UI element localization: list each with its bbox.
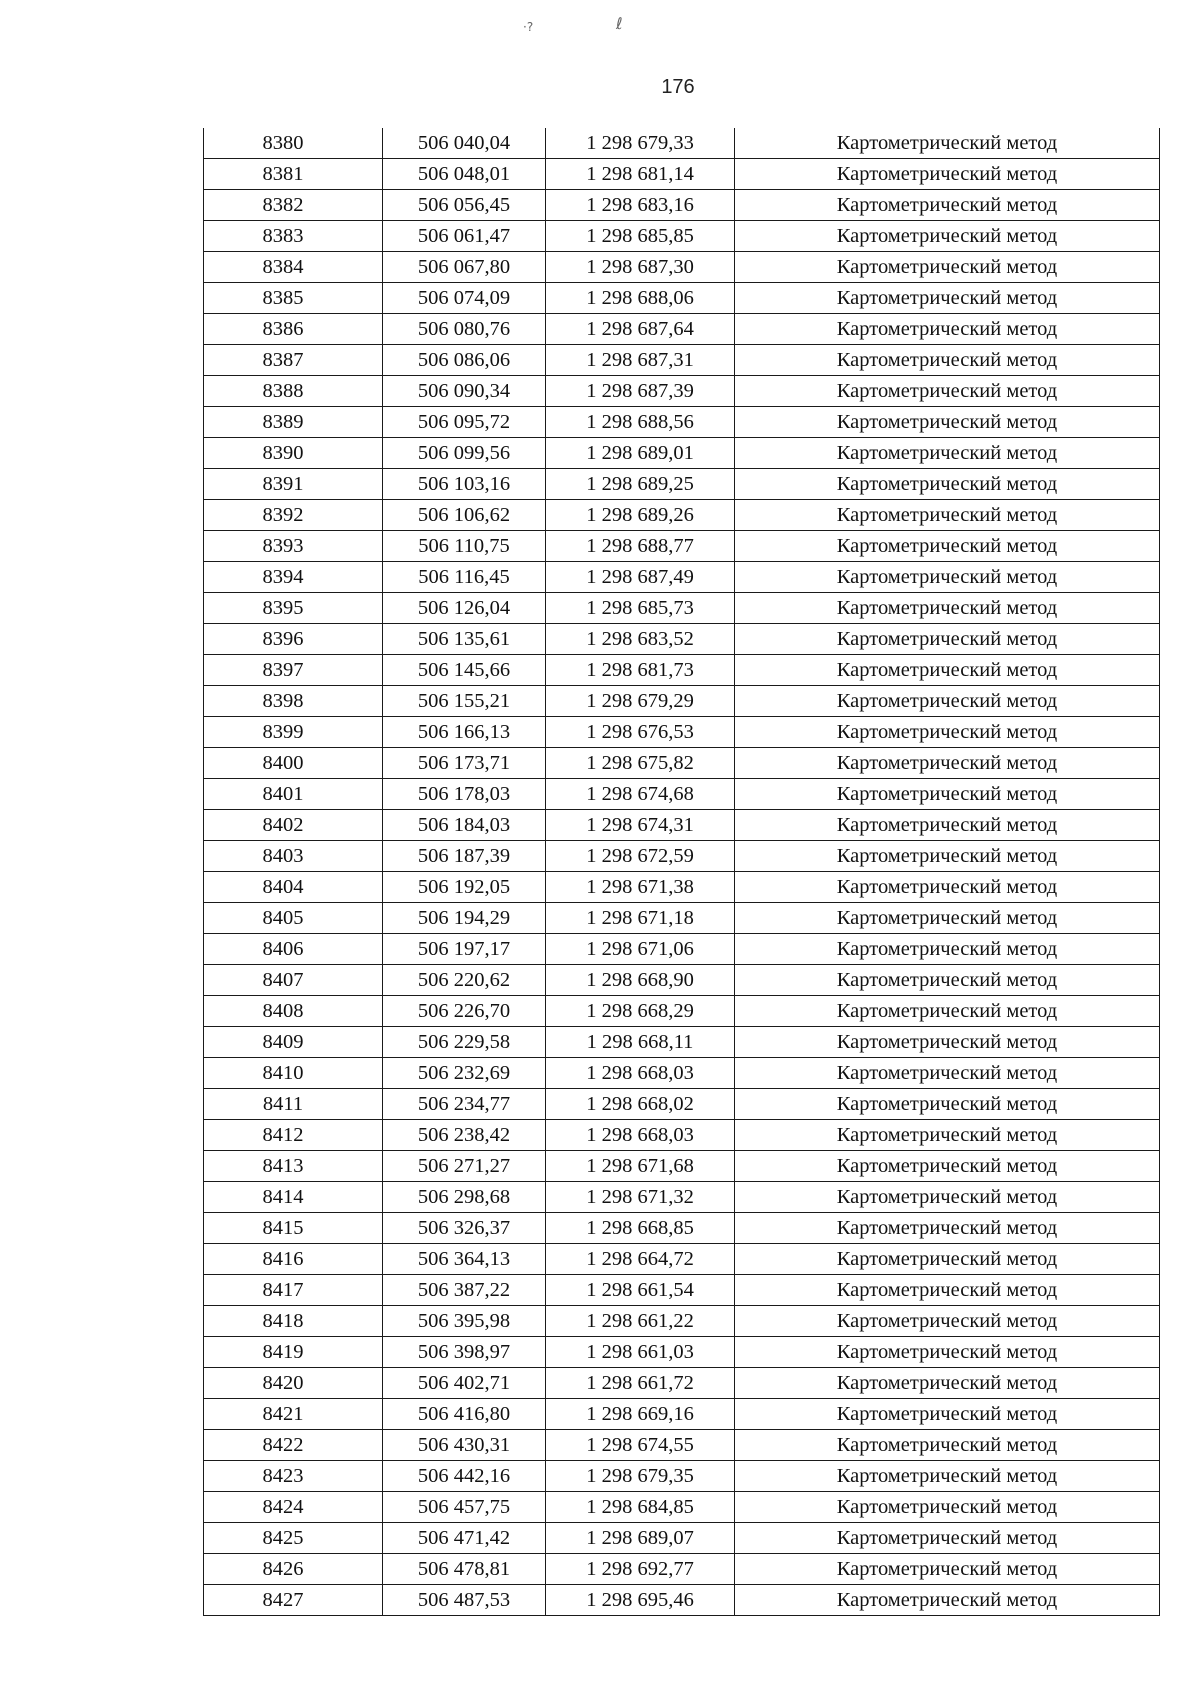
method-cell: Картометрический метод	[735, 469, 1160, 500]
y-coordinate-cell: 1 298 676,53	[546, 717, 735, 748]
y-coordinate-cell: 1 298 671,38	[546, 872, 735, 903]
table-row	[204, 314, 1160, 345]
y-coordinate-cell: 1 298 671,18	[546, 903, 735, 934]
method-cell: Картометрический метод	[735, 1058, 1160, 1089]
point-number-cell: 8395	[204, 593, 383, 624]
table-row	[204, 655, 1160, 686]
table-row	[204, 252, 1160, 283]
table-row	[204, 1337, 1160, 1368]
point-number-cell: 8424	[204, 1492, 383, 1523]
method-cell: Картометрический метод	[735, 1213, 1160, 1244]
method-cell: Картометрический метод	[735, 221, 1160, 252]
point-number-cell: 8410	[204, 1058, 383, 1089]
y-coordinate-cell: 1 298 687,64	[546, 314, 735, 345]
point-number-cell: 8400	[204, 748, 383, 779]
point-number-cell: 8409	[204, 1027, 383, 1058]
table-row	[204, 438, 1160, 469]
method-cell: Картометрический метод	[735, 190, 1160, 221]
point-number-cell: 8382	[204, 190, 383, 221]
method-cell: Картометрический метод	[735, 1120, 1160, 1151]
table-row	[204, 1492, 1160, 1523]
y-coordinate-cell: 1 298 674,68	[546, 779, 735, 810]
table-row	[204, 934, 1160, 965]
point-number-cell: 8401	[204, 779, 383, 810]
table-row	[204, 345, 1160, 376]
point-number-cell: 8407	[204, 965, 383, 996]
method-cell: Картометрический метод	[735, 1306, 1160, 1337]
y-coordinate-cell: 1 298 679,35	[546, 1461, 735, 1492]
x-coordinate-cell: 506 398,97	[383, 1337, 546, 1368]
point-number-cell: 8423	[204, 1461, 383, 1492]
point-number-cell: 8387	[204, 345, 383, 376]
y-coordinate-cell: 1 298 661,03	[546, 1337, 735, 1368]
table-row	[204, 1368, 1160, 1399]
x-coordinate-cell: 506 106,62	[383, 500, 546, 531]
x-coordinate-cell: 506 173,71	[383, 748, 546, 779]
method-cell: Картометрический метод	[735, 1244, 1160, 1275]
method-cell: Картометрический метод	[735, 531, 1160, 562]
table-row	[204, 128, 1160, 159]
table-row	[204, 810, 1160, 841]
y-coordinate-cell: 1 298 668,85	[546, 1213, 735, 1244]
y-coordinate-cell: 1 298 664,72	[546, 1244, 735, 1275]
x-coordinate-cell: 506 457,75	[383, 1492, 546, 1523]
x-coordinate-cell: 506 187,39	[383, 841, 546, 872]
x-coordinate-cell: 506 056,45	[383, 190, 546, 221]
table-row	[204, 748, 1160, 779]
x-coordinate-cell: 506 402,71	[383, 1368, 546, 1399]
coordinates-table-body	[204, 128, 1160, 1616]
method-cell: Картометрический метод	[735, 159, 1160, 190]
y-coordinate-cell: 1 298 668,11	[546, 1027, 735, 1058]
point-number-cell: 8406	[204, 934, 383, 965]
point-number-cell: 8391	[204, 469, 383, 500]
method-cell: Картометрический метод	[735, 1089, 1160, 1120]
table-row	[204, 190, 1160, 221]
table-row	[204, 407, 1160, 438]
method-cell: Картометрический метод	[735, 283, 1160, 314]
y-coordinate-cell: 1 298 688,77	[546, 531, 735, 562]
x-coordinate-cell: 506 442,16	[383, 1461, 546, 1492]
method-cell: Картометрический метод	[735, 903, 1160, 934]
x-coordinate-cell: 506 298,68	[383, 1182, 546, 1213]
table-row	[204, 1554, 1160, 1585]
point-number-cell: 8414	[204, 1182, 383, 1213]
y-coordinate-cell: 1 298 684,85	[546, 1492, 735, 1523]
method-cell: Картометрический метод	[735, 500, 1160, 531]
x-coordinate-cell: 506 487,53	[383, 1585, 546, 1616]
x-coordinate-cell: 506 040,04	[383, 128, 546, 159]
table-row	[204, 1027, 1160, 1058]
table-row	[204, 469, 1160, 500]
point-number-cell: 8394	[204, 562, 383, 593]
method-cell: Картометрический метод	[735, 1399, 1160, 1430]
y-coordinate-cell: 1 298 689,01	[546, 438, 735, 469]
method-cell: Картометрический метод	[735, 438, 1160, 469]
point-number-cell: 8417	[204, 1275, 383, 1306]
y-coordinate-cell: 1 298 681,73	[546, 655, 735, 686]
scan-mark-left: ·?	[523, 20, 534, 34]
table-row	[204, 1151, 1160, 1182]
table-row	[204, 996, 1160, 1027]
x-coordinate-cell: 506 086,06	[383, 345, 546, 376]
x-coordinate-cell: 506 067,80	[383, 252, 546, 283]
x-coordinate-cell: 506 238,42	[383, 1120, 546, 1151]
method-cell: Картометрический метод	[735, 376, 1160, 407]
y-coordinate-cell: 1 298 679,33	[546, 128, 735, 159]
x-coordinate-cell: 506 116,45	[383, 562, 546, 593]
table-row	[204, 500, 1160, 531]
y-coordinate-cell: 1 298 672,59	[546, 841, 735, 872]
point-number-cell: 8397	[204, 655, 383, 686]
y-coordinate-cell: 1 298 695,46	[546, 1585, 735, 1616]
point-number-cell: 8415	[204, 1213, 383, 1244]
y-coordinate-cell: 1 298 687,31	[546, 345, 735, 376]
point-number-cell: 8420	[204, 1368, 383, 1399]
y-coordinate-cell: 1 298 674,31	[546, 810, 735, 841]
point-number-cell: 8381	[204, 159, 383, 190]
y-coordinate-cell: 1 298 689,25	[546, 469, 735, 500]
x-coordinate-cell: 506 099,56	[383, 438, 546, 469]
x-coordinate-cell: 506 395,98	[383, 1306, 546, 1337]
point-number-cell: 8386	[204, 314, 383, 345]
y-coordinate-cell: 1 298 683,52	[546, 624, 735, 655]
x-coordinate-cell: 506 095,72	[383, 407, 546, 438]
table-row	[204, 1182, 1160, 1213]
y-coordinate-cell: 1 298 679,29	[546, 686, 735, 717]
y-coordinate-cell: 1 298 661,22	[546, 1306, 735, 1337]
page-number: 176	[661, 76, 695, 98]
point-number-cell: 8389	[204, 407, 383, 438]
x-coordinate-cell: 506 471,42	[383, 1523, 546, 1554]
table-row	[204, 283, 1160, 314]
point-number-cell: 8408	[204, 996, 383, 1027]
x-coordinate-cell: 506 226,70	[383, 996, 546, 1027]
y-coordinate-cell: 1 298 668,29	[546, 996, 735, 1027]
y-coordinate-cell: 1 298 674,55	[546, 1430, 735, 1461]
method-cell: Картометрический метод	[735, 810, 1160, 841]
point-number-cell: 8413	[204, 1151, 383, 1182]
method-cell: Картометрический метод	[735, 748, 1160, 779]
table-row	[204, 1430, 1160, 1461]
point-number-cell: 8404	[204, 872, 383, 903]
method-cell: Картометрический метод	[735, 345, 1160, 376]
method-cell: Картометрический метод	[735, 1492, 1160, 1523]
point-number-cell: 8385	[204, 283, 383, 314]
x-coordinate-cell: 506 126,04	[383, 593, 546, 624]
point-number-cell: 8412	[204, 1120, 383, 1151]
table-row	[204, 1244, 1160, 1275]
y-coordinate-cell: 1 298 689,26	[546, 500, 735, 531]
y-coordinate-cell: 1 298 669,16	[546, 1399, 735, 1430]
method-cell: Картометрический метод	[735, 1585, 1160, 1616]
x-coordinate-cell: 506 416,80	[383, 1399, 546, 1430]
method-cell: Картометрический метод	[735, 1337, 1160, 1368]
table-row	[204, 1089, 1160, 1120]
y-coordinate-cell: 1 298 685,85	[546, 221, 735, 252]
point-number-cell: 8392	[204, 500, 383, 531]
coordinates-table	[203, 128, 1160, 1616]
table-row	[204, 1306, 1160, 1337]
x-coordinate-cell: 506 145,66	[383, 655, 546, 686]
method-cell: Картометрический метод	[735, 686, 1160, 717]
method-cell: Картометрический метод	[735, 314, 1160, 345]
x-coordinate-cell: 506 103,16	[383, 469, 546, 500]
x-coordinate-cell: 506 234,77	[383, 1089, 546, 1120]
method-cell: Картометрический метод	[735, 1027, 1160, 1058]
table-row	[204, 717, 1160, 748]
x-coordinate-cell: 506 048,01	[383, 159, 546, 190]
point-number-cell: 8425	[204, 1523, 383, 1554]
point-number-cell: 8421	[204, 1399, 383, 1430]
point-number-cell: 8398	[204, 686, 383, 717]
method-cell: Картометрический метод	[735, 934, 1160, 965]
y-coordinate-cell: 1 298 671,32	[546, 1182, 735, 1213]
table-row	[204, 531, 1160, 562]
table-row	[204, 1275, 1160, 1306]
table-row	[204, 1120, 1160, 1151]
table-row	[204, 562, 1160, 593]
point-number-cell: 8426	[204, 1554, 383, 1585]
x-coordinate-cell: 506 364,13	[383, 1244, 546, 1275]
method-cell: Картометрический метод	[735, 872, 1160, 903]
x-coordinate-cell: 506 184,03	[383, 810, 546, 841]
y-coordinate-cell: 1 298 687,30	[546, 252, 735, 283]
point-number-cell: 8383	[204, 221, 383, 252]
x-coordinate-cell: 506 090,34	[383, 376, 546, 407]
method-cell: Картометрический метод	[735, 1461, 1160, 1492]
method-cell: Картометрический метод	[735, 841, 1160, 872]
x-coordinate-cell: 506 478,81	[383, 1554, 546, 1585]
x-coordinate-cell: 506 229,58	[383, 1027, 546, 1058]
y-coordinate-cell: 1 298 687,39	[546, 376, 735, 407]
point-number-cell: 8418	[204, 1306, 383, 1337]
point-number-cell: 8403	[204, 841, 383, 872]
point-number-cell: 8393	[204, 531, 383, 562]
method-cell: Картометрический метод	[735, 1368, 1160, 1399]
method-cell: Картометрический метод	[735, 779, 1160, 810]
x-coordinate-cell: 506 192,05	[383, 872, 546, 903]
point-number-cell: 8405	[204, 903, 383, 934]
x-coordinate-cell: 506 135,61	[383, 624, 546, 655]
method-cell: Картометрический метод	[735, 1430, 1160, 1461]
x-coordinate-cell: 506 194,29	[383, 903, 546, 934]
y-coordinate-cell: 1 298 688,56	[546, 407, 735, 438]
y-coordinate-cell: 1 298 671,68	[546, 1151, 735, 1182]
x-coordinate-cell: 506 155,21	[383, 686, 546, 717]
y-coordinate-cell: 1 298 692,77	[546, 1554, 735, 1585]
table-row	[204, 965, 1160, 996]
table-row	[204, 1399, 1160, 1430]
method-cell: Картометрический метод	[735, 1151, 1160, 1182]
method-cell: Картометрический метод	[735, 965, 1160, 996]
point-number-cell: 8380	[204, 128, 383, 159]
point-number-cell: 8396	[204, 624, 383, 655]
x-coordinate-cell: 506 271,27	[383, 1151, 546, 1182]
point-number-cell: 8422	[204, 1430, 383, 1461]
x-coordinate-cell: 506 110,75	[383, 531, 546, 562]
table-row	[204, 221, 1160, 252]
table-row	[204, 376, 1160, 407]
table-row	[204, 1213, 1160, 1244]
y-coordinate-cell: 1 298 668,03	[546, 1058, 735, 1089]
x-coordinate-cell: 506 061,47	[383, 221, 546, 252]
method-cell: Картометрический метод	[735, 252, 1160, 283]
table-row	[204, 686, 1160, 717]
point-number-cell: 8427	[204, 1585, 383, 1616]
method-cell: Картометрический метод	[735, 996, 1160, 1027]
y-coordinate-cell: 1 298 668,03	[546, 1120, 735, 1151]
point-number-cell: 8399	[204, 717, 383, 748]
x-coordinate-cell: 506 197,17	[383, 934, 546, 965]
x-coordinate-cell: 506 430,31	[383, 1430, 546, 1461]
y-coordinate-cell: 1 298 661,72	[546, 1368, 735, 1399]
table-row	[204, 1523, 1160, 1554]
table-row	[204, 903, 1160, 934]
method-cell: Картометрический метод	[735, 562, 1160, 593]
table-row	[204, 1461, 1160, 1492]
method-cell: Картометрический метод	[735, 717, 1160, 748]
scan-mark-right: ℓ	[616, 14, 623, 33]
method-cell: Картометрический метод	[735, 624, 1160, 655]
method-cell: Картометрический метод	[735, 1275, 1160, 1306]
x-coordinate-cell: 506 166,13	[383, 717, 546, 748]
y-coordinate-cell: 1 298 681,14	[546, 159, 735, 190]
point-number-cell: 8390	[204, 438, 383, 469]
x-coordinate-cell: 506 326,37	[383, 1213, 546, 1244]
x-coordinate-cell: 506 080,76	[383, 314, 546, 345]
y-coordinate-cell: 1 298 668,02	[546, 1089, 735, 1120]
point-number-cell: 8419	[204, 1337, 383, 1368]
point-number-cell: 8388	[204, 376, 383, 407]
table-row	[204, 593, 1160, 624]
y-coordinate-cell: 1 298 668,90	[546, 965, 735, 996]
x-coordinate-cell: 506 387,22	[383, 1275, 546, 1306]
table-row	[204, 872, 1160, 903]
table-row	[204, 159, 1160, 190]
table-row	[204, 841, 1160, 872]
table-row	[204, 779, 1160, 810]
y-coordinate-cell: 1 298 687,49	[546, 562, 735, 593]
y-coordinate-cell: 1 298 688,06	[546, 283, 735, 314]
y-coordinate-cell: 1 298 689,07	[546, 1523, 735, 1554]
y-coordinate-cell: 1 298 685,73	[546, 593, 735, 624]
point-number-cell: 8416	[204, 1244, 383, 1275]
table-row	[204, 1585, 1160, 1616]
method-cell: Картометрический метод	[735, 593, 1160, 624]
table-row	[204, 624, 1160, 655]
y-coordinate-cell: 1 298 661,54	[546, 1275, 735, 1306]
point-number-cell: 8384	[204, 252, 383, 283]
method-cell: Картометрический метод	[735, 1523, 1160, 1554]
x-coordinate-cell: 506 074,09	[383, 283, 546, 314]
method-cell: Картометрический метод	[735, 655, 1160, 686]
method-cell: Картометрический метод	[735, 407, 1160, 438]
y-coordinate-cell: 1 298 671,06	[546, 934, 735, 965]
y-coordinate-cell: 1 298 683,16	[546, 190, 735, 221]
x-coordinate-cell: 506 220,62	[383, 965, 546, 996]
x-coordinate-cell: 506 232,69	[383, 1058, 546, 1089]
method-cell: Картометрический метод	[735, 1554, 1160, 1585]
method-cell: Картометрический метод	[735, 1182, 1160, 1213]
point-number-cell: 8411	[204, 1089, 383, 1120]
method-cell: Картометрический метод	[735, 128, 1160, 159]
table-row	[204, 1058, 1160, 1089]
point-number-cell: 8402	[204, 810, 383, 841]
x-coordinate-cell: 506 178,03	[383, 779, 546, 810]
y-coordinate-cell: 1 298 675,82	[546, 748, 735, 779]
